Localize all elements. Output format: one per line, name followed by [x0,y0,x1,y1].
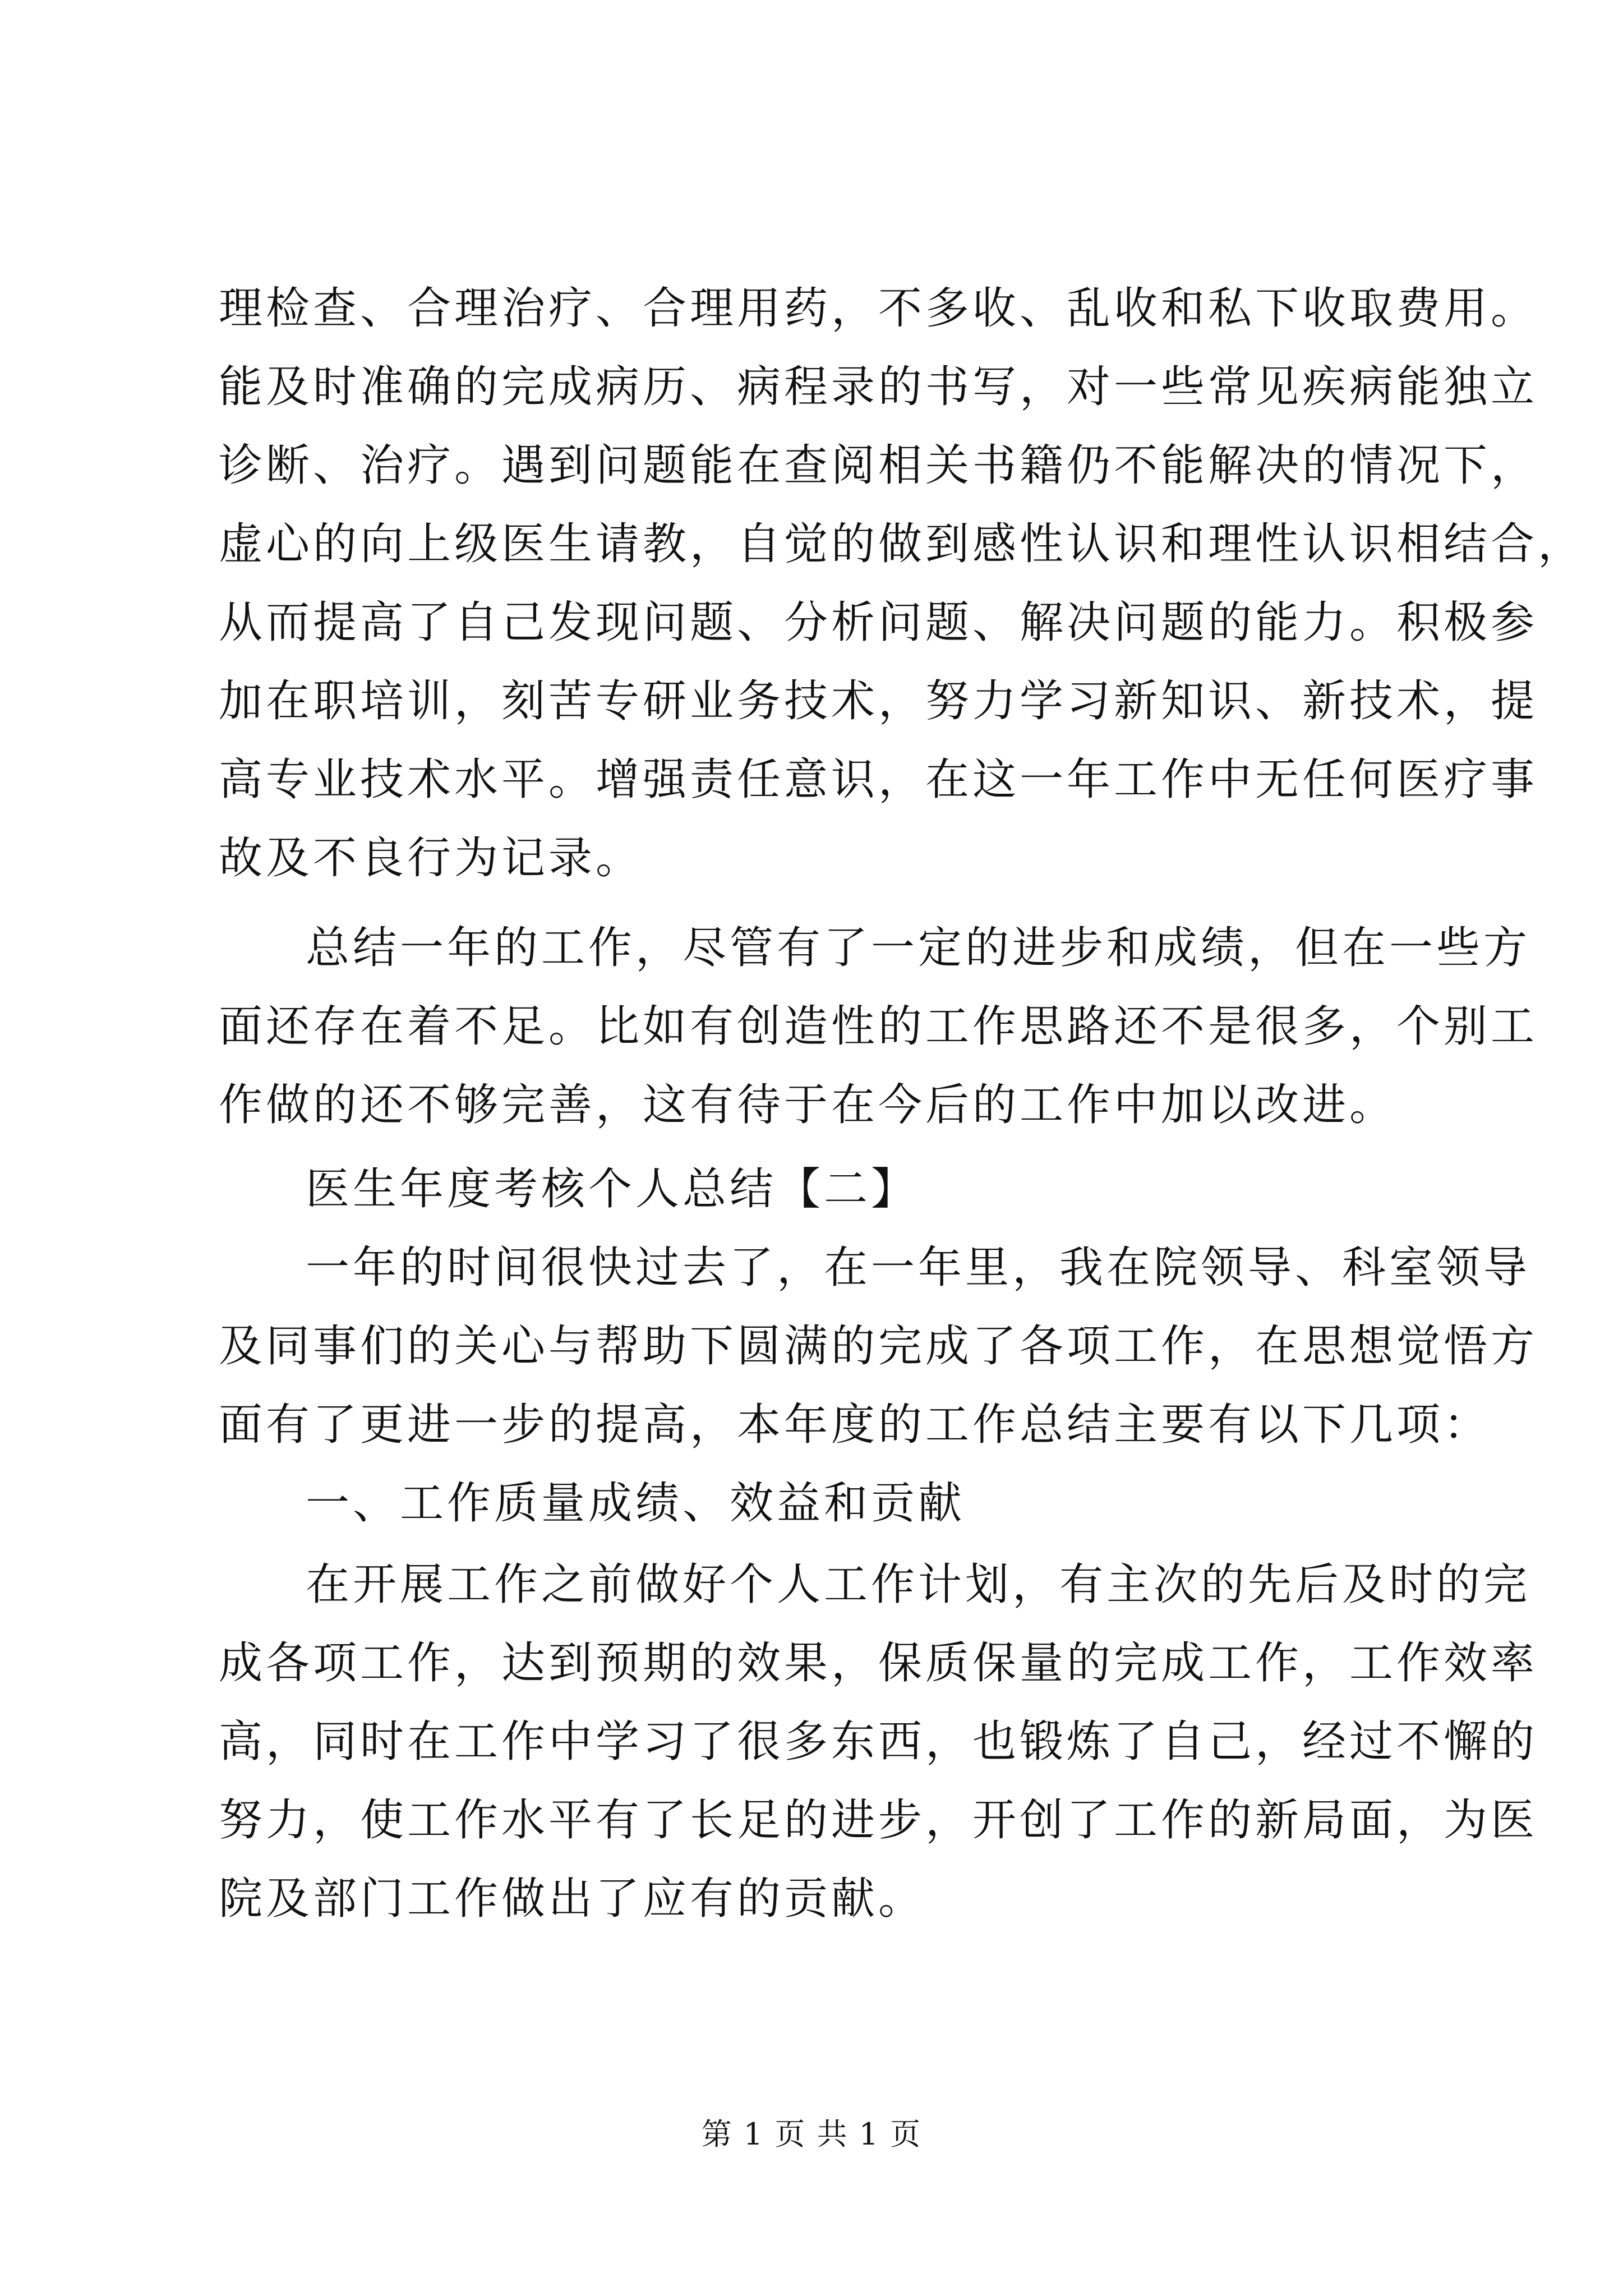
text-line: 诊断、治疗。遇到问题能在查阅相关书籍仍不能解决的情况下， [219,440,1538,491]
text-line: 及同事们的关心与帮助下圆满的完成了各项工作，在思想觉悟方 [219,1321,1538,1372]
text-line: 故及不良行为记录。 [219,833,643,884]
paragraph-first-line: 总结一年的工作，尽管有了一定的进步和成绩，但在一些方 [306,923,1531,973]
paragraph-first-line: 在开展工作之前做好个人工作计划，有主次的先后及时的完 [306,1559,1531,1610]
text-line: 理检查、合理治疗、合理用药，不多收、乱收和私下收取费用。 [219,283,1538,334]
page-footer: 第 1 页 共 1 页 [701,2116,922,2152]
text-line: 虚心的向上级医生请教，自觉的做到感性认识和理性认识相结合， [219,519,1585,569]
text-line: 成各项工作，达到预期的效果，保质保量的完成工作，工作效率 [219,1638,1538,1688]
text-line: 能及时准确的完成病历、病程录的书写，对一些常见疾病能独立 [219,362,1538,412]
text-line: 面还存在着不足。比如有创造性的工作思路还不是很多，个别工 [219,1001,1538,1052]
text-line: 加在职培训，刻苦专研业务技术，努力学习新知识、新技术，提 [219,676,1538,726]
section-heading: 医生年度考核个人总结【二】 [306,1164,919,1214]
text-line: 院及部门工作做出了应有的贡献。 [219,1874,926,1924]
text-line: 高，同时在工作中学习了很多东西，也锻炼了自己，经过不懈的 [219,1717,1538,1767]
subsection-heading: 一、工作质量成绩、效益和贡献 [306,1478,966,1529]
text-line: 从而提高了自己发现问题、分析问题、解决问题的能力。积极参 [219,597,1538,648]
text-line: 面有了更进一步的提高，本年度的工作总结主要有以下几项： [219,1400,1491,1450]
text-line: 努力，使工作水平有了长足的进步，开创了工作的新局面，为医 [219,1795,1538,1846]
text-line: 高专业技术水平。增强责任意识，在这一年工作中无任何医疗事 [219,754,1538,805]
paragraph-first-line: 一年的时间很快过去了，在一年里，我在院领导、科室领导 [306,1243,1531,1293]
text-line: 作做的还不够完善，这有待于在今后的工作中加以改进。 [219,1080,1397,1130]
